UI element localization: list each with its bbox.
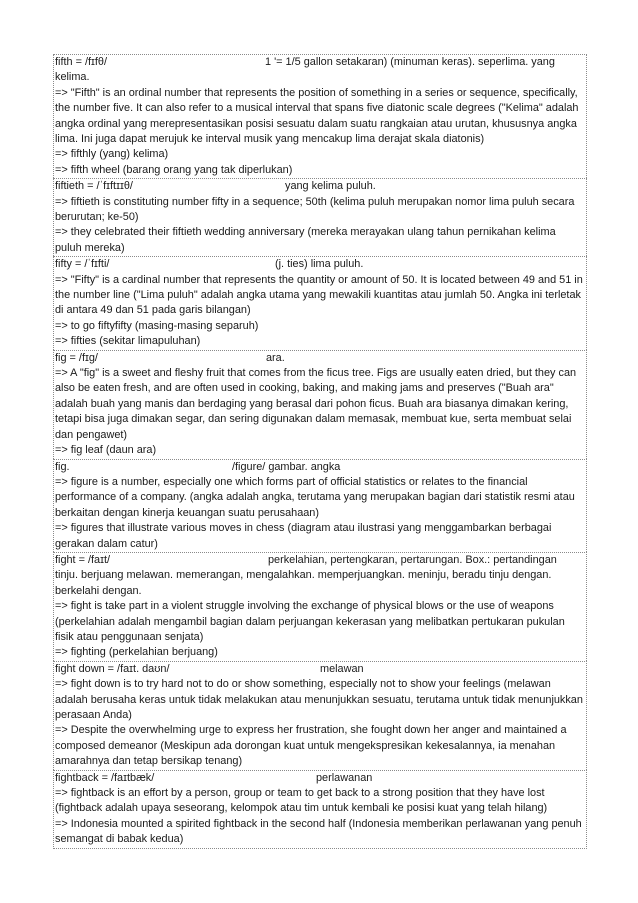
headword-translation: /figure/ gambar. angka [232, 460, 341, 473]
headword: fig. [55, 460, 70, 473]
entry-head [55, 553, 585, 568]
headword: fight = /faɪt/ [55, 553, 111, 566]
entry-line: => fifth wheel (barang orang yang tak diperlukan) [55, 163, 293, 176]
headword-translation: perkelahian, pertengkaran, pertarungan. Box.: pertandingan [268, 553, 557, 566]
entry-line: => to go fiftyfifty (masing-masing separuh) [55, 319, 259, 332]
entry-fiftieth [53, 178, 587, 256]
headword-translation: 1 '= 1/5 gallon setakaran) (minuman keras). seperlima. yang [265, 56, 555, 68]
entry-line: => fiftieth is constituting number fifty in a sequence; 50th (kelima puluh merupakan nomor lima puluh secara berurutan; ke-50) [55, 195, 575, 224]
entry-fightback [53, 770, 587, 849]
entry-fifth [53, 54, 587, 178]
translation-continued: kelima. [55, 71, 90, 84]
entry-line: => they celebrated their fiftieth wedding anniversary (mereka merayakan ulang tahun pernikahan kelima puluh mereka) [55, 226, 556, 254]
dictionary-page [53, 54, 587, 849]
entry-line: => fighting (perkelahian berjuang) [55, 646, 218, 659]
entry-line: => fifthly (yang) kelima) [55, 148, 169, 161]
entry-line: => Despite the overwhelming urge to express her frustration, she fought down her anger and maintained a composed demeanor (Meskipun ada dorongan kuat untuk mengekspresikan kekesalannya, ia menahan amarahnya dan tetap bersikap tenang) [55, 724, 567, 768]
headword-translation: melawan [320, 662, 364, 675]
headword: fifth = /fɪfθ/ [55, 56, 108, 68]
headword: fightback = /faɪtbæk/ [55, 771, 155, 784]
entry-fight [53, 552, 587, 661]
entry-head [55, 257, 585, 272]
headword-translation: yang kelima puluh. [285, 180, 376, 193]
headword: fiftieth = /ˈfɪftɪɪθ/ [55, 180, 133, 193]
entry-fig-abbrev [53, 459, 587, 552]
entry-line: => figures that illustrate various moves in chess (diagram atau ilustrasi yang menggambarkan berbagai gerakan dalam catur) [55, 522, 552, 550]
headword: fight down = /faɪt. daʊn/ [55, 662, 170, 675]
entry-line: => Indonesia mounted a spirited fightback in the second half (Indonesia memberikan perlawanan yang penuh semangat di babak kedua) [55, 817, 582, 846]
entry-line: => fifties (sekitar limapuluhan) [55, 335, 201, 348]
translation-continued: tinju. berjuang melawan. memerangan, mengalahkan. memperjuangkan. meninju, beradu tinju dengan. berkelahi dengan. [55, 569, 552, 597]
entry-line: => fight is take part in a violent struggle involving the exchange of physical blows or the use of weapons (perkelahian adalah mengambil bagian dalam perjuangan kekerasan yang melibatkan pertukaran pukulan fisik atau penggunaan senjata) [55, 600, 565, 643]
entry-head [55, 179, 585, 194]
entry-head [55, 771, 585, 786]
entry-head [55, 55, 585, 70]
entry-fight-down [53, 661, 587, 770]
headword-translation: (j. ties) lima puluh. [275, 258, 364, 271]
entry-head [55, 460, 585, 475]
entry-line: => fig leaf (daun ara) [55, 444, 157, 457]
entry-line: => figure is a number, especially one which forms part of official statistics or relates to the financial performance of a company. (angka adalah angka, terutama yang merupakan bagian dari statistik resmi atau berkaitan dengan kinerja keuangan suatu perusahaan) [55, 475, 575, 519]
entry-line: => "Fifth" is an ordinal number that represents the position of something in a series or sequence, specifically, the number five. It can also refer to a musical interval that spans five diatonic scale degrees ("Kelima" adalah angka ordinal yang merepresentasikan posisi sesuatu dalam suatu rangkaian atau urutan, khususnya angka lima. Ini juga dapat merujuk ke interval musik yang mencakup lima derajat skala diatonis) [55, 86, 579, 146]
headword: fifty = /ˈfɪfti/ [55, 258, 110, 271]
entry-fifty [53, 256, 587, 349]
entry-line: => A "fig" is a sweet and fleshy fruit that comes from the ficus tree. Figs are usually eaten dried, but they can also be eaten fresh, and are often used in cooking, baking, and making jams and preserves ("Buah ara" adalah buah yang manis dan berdaging yang berasal dari pohon ficus. Buah ara biasanya dimakan kering, tetapi bisa juga dimakan segar, dan sering digunakan dalam memasak, membuat kue, serta membuat selai dan pengawet) [55, 367, 577, 441]
headword-translation: ara. [266, 351, 285, 364]
entry-line: => fight down is to try hard not to do or show something, especially not to show your feelings (melawan adalah berusaha keras untuk tidak melakukan atau menunjukkan sesuatu, terutama untuk tidak menunjukkan perasaan Anda) [55, 678, 583, 721]
headword-translation: perlawanan [316, 771, 373, 784]
entry-line: => "Fifty" is a cardinal number that represents the quantity or amount of 50. It is located between 49 and 51 in the number line ("Lima puluh" adalah angka utama yang mewakili kuantitas atau jumlah 50. Angka ini terletak di antara 49 dan 51 pada garis bilangan) [55, 273, 583, 317]
entry-head [55, 662, 585, 677]
entry-fig [53, 350, 587, 459]
headword: fig = /fɪɡ/ [55, 351, 98, 364]
entry-head [55, 351, 585, 366]
entry-line: => fightback is an effort by a person, group or team to get back to a strong position that they have lost (fightback adalah upaya seseorang, kelompok atau tim untuk kembali ke posisi kuat yang telah hilang) [55, 786, 548, 815]
